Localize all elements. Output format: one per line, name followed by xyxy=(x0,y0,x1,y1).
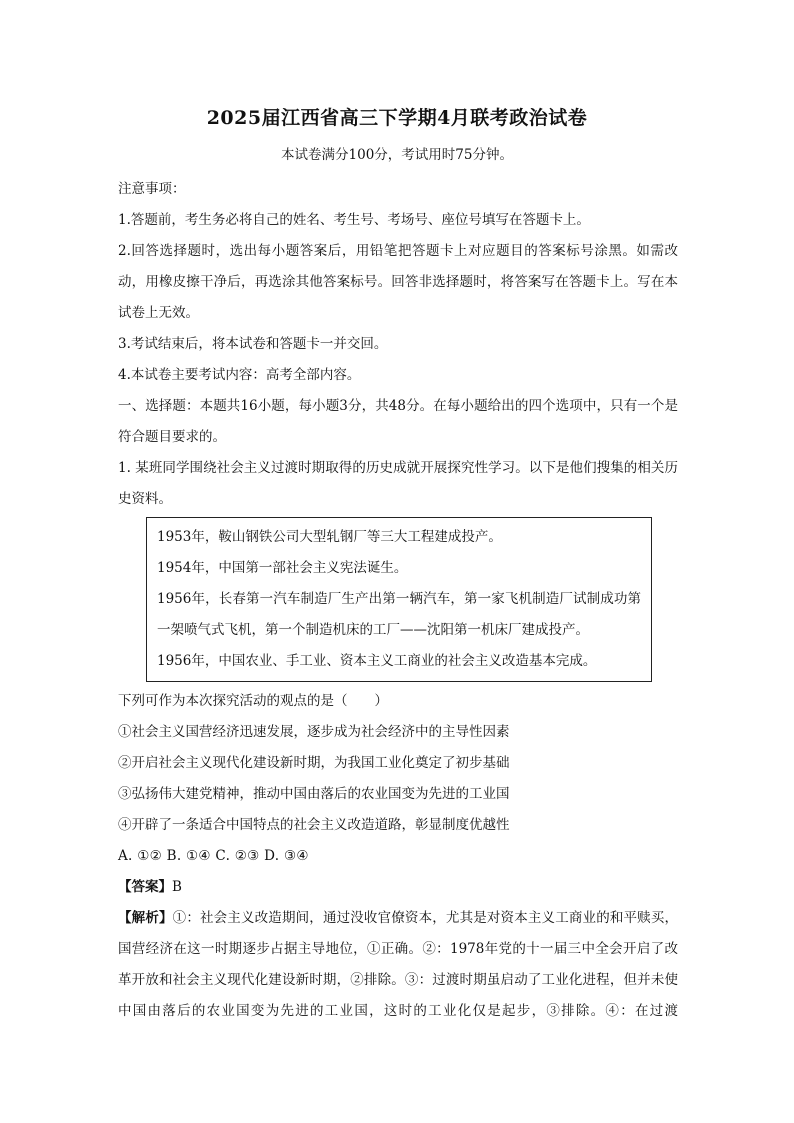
material-item-4: 1956年，中国农业、手工业、资本主义工商业的社会主义改造基本完成。 xyxy=(157,653,597,669)
answer-label: 【答案】 xyxy=(118,879,172,895)
exam-body xyxy=(118,174,678,1027)
statement-1: ①社会主义国营经济迅速发展，逐步成为社会经济中的主导性因素 xyxy=(118,724,510,740)
notice-item-1: 1.答题前，考生务必将自己的姓名、考生号、考场号、座位号填写在答题卡上。 xyxy=(118,212,590,228)
notice-item-4: 4.本试卷主要考试内容：高考全部内容。 xyxy=(118,367,361,383)
material-item-1: 1953年，鞍山钢铁公司大型轧钢厂等三大工程建成投产。 xyxy=(157,529,502,545)
analysis-paragraph xyxy=(118,903,678,1027)
analysis-text: ①：社会主义改造期间，通过没收官僚资本，尤其是对资本主义工商业的和平赎买，国营经济在这一时期逐步占据主导地位，①正确。②：1978年党的十一届三中全会开启了改革开放和社会主义现代化建设新时期，②排除。③：过渡时期虽启动了工业化进程，但并未使中国由落后的农业国变为先进的工业国，这时的工业化仅是起步，③排除。④：在过渡 xyxy=(118,910,679,1019)
notice-item-2: 2.回答选择题时，选出每小题答案后，用铅笔把答题卡上对应题目的答案标号涂黑。如需改动，用橡皮擦干净后，再选涂其他答案标号。回答非选择题时，将答案写在答题卡上。写在本试卷上无效。 xyxy=(118,243,678,321)
material-item-2: 1954年，中国第一部社会主义宪法诞生。 xyxy=(157,560,408,576)
section-heading: 一、选择题：本题共16小题，每小题3分，共48分。在每小题给出的四个选项中，只有一个是符合题目要求的。 xyxy=(118,398,678,445)
analysis-label: 【解析】 xyxy=(118,910,173,926)
statement-3: ③弘扬伟大建党精神，推动中国由落后的农业国变为先进的工业国 xyxy=(118,786,510,802)
notice-item-3: 3.考试结束后，将本试卷和答题卡一并交回。 xyxy=(118,336,388,352)
exam-duration-note: 本试卷满分100分，考试用时75分钟。 xyxy=(281,147,513,163)
answer-options: A. ①② B. ①④ C. ②③ D. ③④ xyxy=(118,848,309,864)
question-stem: 1. 某班同学围绕社会主义过渡时期取得的历史成就开展探究性学习。以下是他们搜集的相关历史资料。 xyxy=(118,460,678,507)
answer-line xyxy=(118,872,678,903)
material-box xyxy=(146,517,652,682)
statement-2: ②开启社会主义现代化建设新时期，为我国工业化奠定了初步基础 xyxy=(118,755,510,771)
answer-value: B xyxy=(172,879,182,895)
question-prompt: 下列可作为本次探究活动的观点的是（ ） xyxy=(118,693,388,709)
notice-heading: 注意事项： xyxy=(118,181,186,197)
page-title: 2025届江西省高三下学期4月联考政治试卷 xyxy=(206,107,588,129)
statement-4: ④开辟了一条适合中国特点的社会主义改造道路，彰显制度优越性 xyxy=(118,817,510,833)
material-item-3: 1956年，长春第一汽车制造厂生产出第一辆汽车，第一家飞机制造厂试制成功第一架喷气式飞机，第一个制造机床的工厂——沈阳第一机床厂建成投产。 xyxy=(157,591,641,638)
